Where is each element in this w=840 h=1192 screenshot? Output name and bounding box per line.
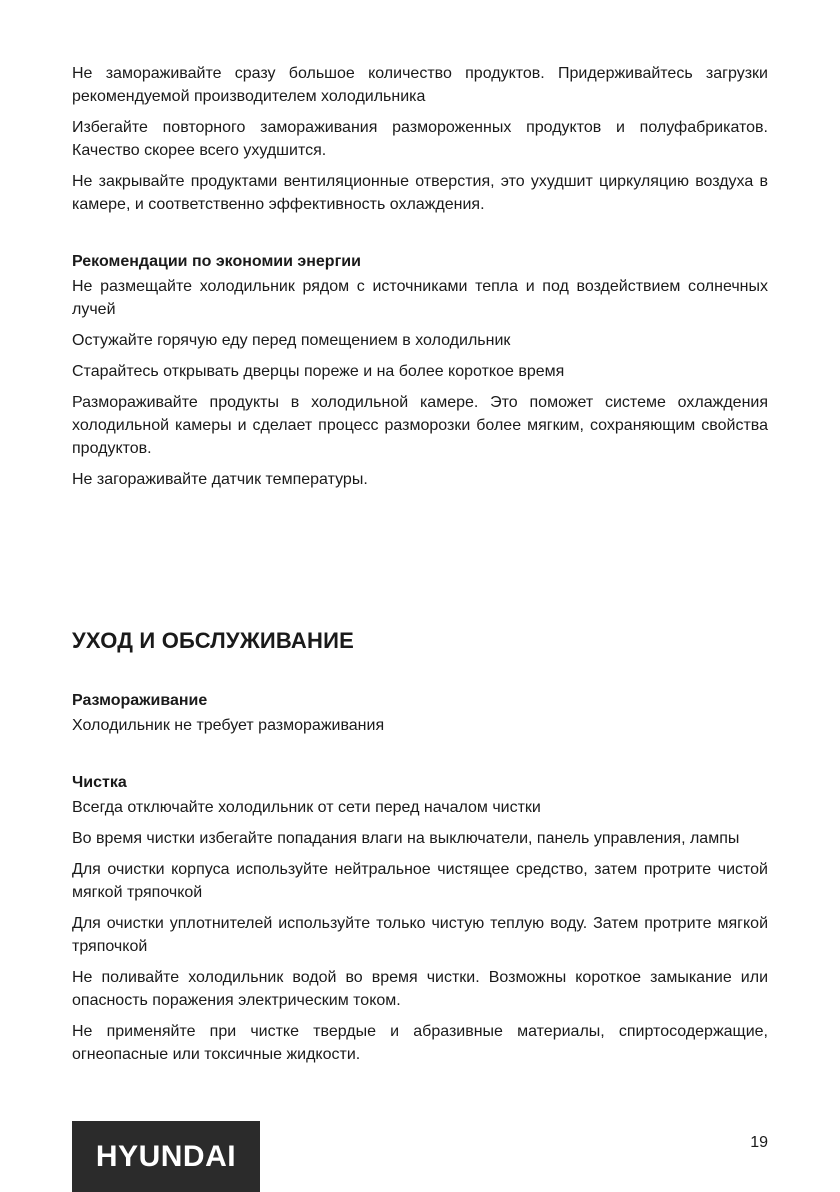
energy-paragraph: Не размещайте холодильник рядом с источниками тепла и под воздействием солнечных лучей (72, 278, 768, 318)
cleaning-paragraph: Во время чистки избегайте попадания влаги на выключатели, панель управления, лампы (72, 830, 740, 847)
intro-paragraph: Избегайте повторного замораживания размороженных продуктов и полуфабрикатов. Качество скорее всего ухудшится. (72, 119, 768, 159)
energy-paragraph: Не загораживайте датчик температуры. (72, 471, 368, 488)
defrost-paragraph: Холодильник не требует размораживания (72, 717, 385, 734)
cleaning-paragraph: Не применяйте при чистке твердые и абразивные материалы, спиртосодержащие, огнеопасные или токсичные жидкости. (72, 1023, 768, 1063)
cleaning-paragraph: Всегда отключайте холодильник от сети перед началом чистки (72, 799, 541, 816)
energy-paragraph: Размораживайте продукты в холодильной камере. Это поможет системе охлаждения холодильной камеры и сделает процесс разморозки более мягким, сохраняющим свойства продуктов. (72, 394, 768, 457)
cleaning-heading: Чистка (72, 774, 127, 791)
intro-paragraph: Не закрывайте продуктами вентиляционные отверстия, это ухудшит циркуляцию воздуха в камере, и соответственно эффективность охлаждения. (72, 173, 768, 213)
energy-paragraph: Остужайте горячую еду перед помещением в холодильник (72, 332, 511, 349)
cleaning-paragraph: Для очистки корпуса используйте нейтральное чистящее средство, затем протрите чистой мягкой тряпочкой (72, 861, 768, 901)
section-title: УХОД И ОБСЛУЖИВАНИЕ (72, 628, 354, 653)
defrost-heading: Размораживание (72, 692, 208, 709)
energy-heading: Рекомендации по экономии энергии (72, 253, 361, 270)
page-content (72, 62, 768, 1074)
cleaning-paragraph: Для очистки уплотнителей используйте только чистую теплую воду. Затем протрите мягкой тряпочкой (72, 915, 768, 955)
intro-paragraph: Не замораживайте сразу большое количество продуктов. Придерживайтесь загрузки рекомендуемой производителем холодильника (72, 65, 768, 105)
page-number: 19 (750, 1134, 768, 1151)
cleaning-paragraph: Не поливайте холодильник водой во время чистки. Возможны короткое замыкание или опасность поражения электрическим током. (72, 969, 768, 1009)
energy-paragraph: Старайтесь открывать дверцы пореже и на более короткое время (72, 363, 565, 380)
hyundai-logo: HYUNDAI (72, 1121, 260, 1192)
